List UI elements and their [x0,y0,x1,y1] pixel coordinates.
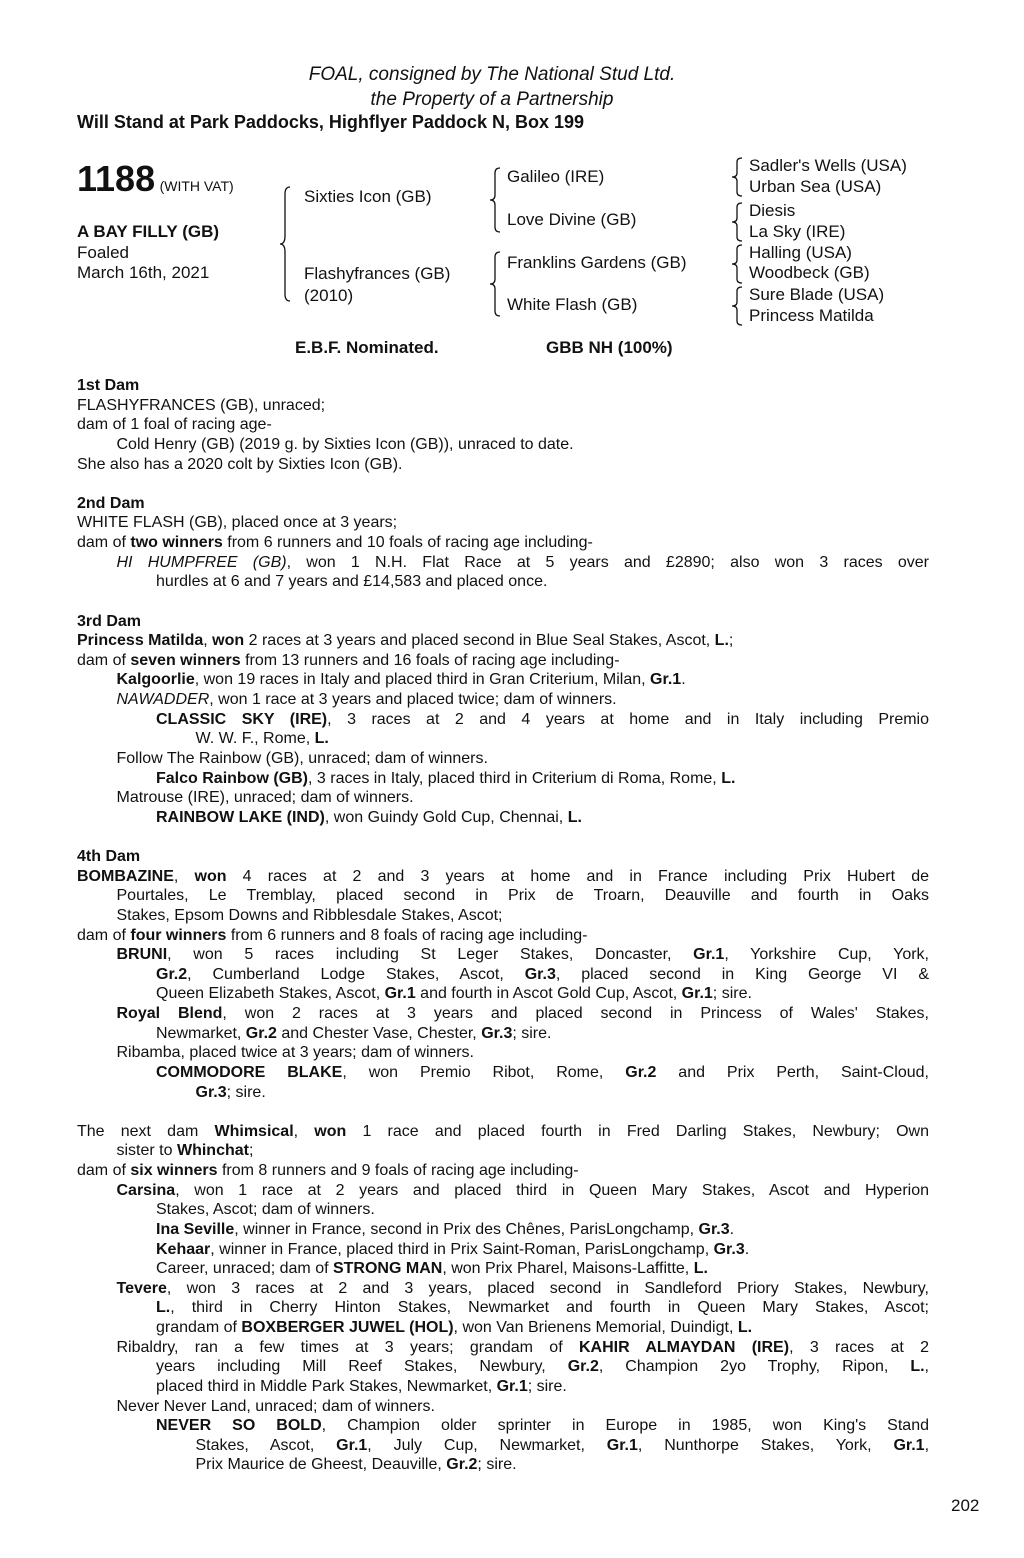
text: dam of [77,1162,131,1179]
bold-text: Gr.3 [481,1024,513,1042]
bold-text: Royal Blend [116,1005,223,1022]
text-line [196,729,930,749]
entry-paragraph [77,945,929,1004]
text: , [203,632,213,650]
text: . [681,671,686,689]
text-line [156,1240,929,1260]
text: Matrouse (IRE), unraced; dam of winners. [116,789,414,807]
great-grandparent: Urban Sea (USA) [749,177,882,196]
bold-text: BOXBERGER JUWEL (HOL) [241,1319,454,1336]
entry-paragraph [77,1043,929,1063]
text: and Prix Perth, Saint-Cloud, [656,1063,930,1081]
section-heading: 4th Dam [77,848,141,865]
entry-paragraph [77,533,929,553]
text-line [77,533,929,553]
text-line [117,945,930,965]
bold-text: L. [737,1319,753,1336]
bold-text: RAINBOW LAKE (IND) [156,808,325,826]
dam-section [77,1122,929,1475]
text: , won 1 race at 3 years and placed twice; dam of winners. [209,691,617,708]
text: FLASHYFRANCES (GB), unraced; [77,396,326,414]
text: . [744,1240,750,1258]
entry-paragraph [77,553,929,592]
text: , won Premio Ribot, Rome, [342,1063,626,1081]
text: , [924,1358,929,1376]
entry-paragraph [77,1338,929,1397]
dam-name: Flashyfrances (GB) [304,264,451,283]
text-line [156,808,929,828]
text: Stakes, Ascot; dam of winners. [156,1201,375,1219]
text-line [77,513,929,533]
text: , Cumberland Lodge Stakes, Ascot, [187,965,525,983]
entry-paragraph [77,1240,929,1260]
bold-text: Ina Seville [156,1220,235,1238]
text-line [117,906,930,926]
entry-paragraph [77,808,929,828]
great-grandparent: Princess Matilda [749,306,874,325]
bold-text: COMMODORE BLAKE [156,1063,343,1081]
brace-icon [731,244,743,284]
text: ; sire. [527,1377,567,1395]
bold-text: Tevere [116,1279,167,1297]
text: W. W. F., Rome, [195,730,315,748]
bold-text: Princess Matilda [77,632,204,650]
entry-paragraph [77,396,929,416]
text: from 6 runners and 8 foals of racing age including- [226,926,588,944]
text-line [196,1455,930,1475]
text: and fourth in Ascot Gold Cup, Ascot, [415,985,682,1003]
text: Queen Elizabeth Stakes, Ascot, [156,985,385,1003]
grandparent: Galileo (IRE) [507,167,605,186]
grandparent: Franklins Gardens (GB) [507,253,687,272]
text: , won 19 races in Italy and placed third in Gran Criterium, Milan, [194,671,651,689]
text-line [117,1141,930,1161]
entry-paragraph [77,1259,929,1279]
section-gap [77,474,929,494]
text-line [156,984,929,1004]
consignor-line: FOAL, consigned by The National Stud Ltd. [308,64,676,85]
bold-text: six winners [130,1162,218,1179]
section-gap [77,592,929,612]
bold-text: Gr.2 [245,1024,277,1042]
bold-text: won [212,632,245,650]
text: WHITE FLASH (GB), placed once at 3 years; [77,514,398,532]
text-line [156,1024,929,1044]
text: Newmarket, [156,1024,246,1042]
entry-paragraph [77,1416,929,1475]
bold-text: L. [910,1358,925,1376]
text: ; sire. [512,1024,552,1042]
text: Ribamba, placed twice at 3 years; dam of winners. [116,1044,474,1062]
text-line [77,651,929,671]
text: , won 2 races at 3 years and placed second in Princess of Wales' Stakes, [222,1005,930,1022]
text: , won Guindy Gold Cup, Chennai, [324,808,568,826]
text: ; [248,1142,254,1160]
text-line [196,1436,930,1456]
entry-paragraph [77,1122,929,1161]
text-line [117,886,930,906]
text: , won 5 races including St Leger Stakes, Doncaster, [167,946,694,964]
bold-text: Gr.2 [625,1063,657,1081]
text: dam of [77,534,131,551]
lot-number: 1188 [77,158,156,199]
text-line [117,1004,930,1024]
text: She also has a 2020 colt by Sixties Icon (GB). [77,455,403,473]
dam-section [77,847,929,1102]
bold-text: L. [714,632,729,650]
text-line [77,415,929,435]
great-grandparent: Sadler's Wells (USA) [749,156,907,175]
ebf-note: E.B.F. Nominated. [295,338,439,357]
entry-paragraph [77,415,929,435]
text-line [77,1161,929,1181]
entry-paragraph [77,1220,929,1240]
text: dam of [77,926,131,944]
text: hurdles at 6 and 7 years and £14,583 and placed once. [156,573,548,591]
bold-text: Whinchat [176,1142,249,1160]
lot-description: A BAY FILLY (GB) [77,222,220,241]
text: , Champion older sprinter in Europe in 1985, won King's Stand [321,1417,929,1435]
text-line [117,1397,930,1417]
bold-text: Gr.1 [650,671,682,689]
text-line [117,553,930,573]
entry-paragraph [77,926,929,946]
dam-section [77,494,929,592]
text-line [117,690,930,710]
text: dam of 1 foal of racing age- [77,416,272,434]
text: , won 1 N.H. Flat Race at 5 years and £2890; also won 3 races over [286,553,930,571]
great-grandparent: Diesis [749,201,796,220]
pedigree-details [77,376,929,1475]
section-heading: 2nd Dam [77,494,145,512]
text: , [293,1122,315,1140]
entry-paragraph [77,1397,929,1417]
foaled-label: Foaled [77,243,129,262]
bold-text: Kalgoorlie [116,671,195,689]
bold-text: Gr.1 [693,946,725,964]
text: , 3 races at 2 [789,1338,929,1356]
bold-text: won [194,867,227,885]
text: , 3 races in Italy, placed third in Criterium di Roma, Rome, [308,769,722,787]
bold-text: Gr.3 [524,965,556,983]
italic-text: NAWADDER [116,691,210,708]
text-line [156,1200,929,1220]
bold-text: Gr.1 [336,1436,368,1454]
text-line [117,1338,930,1358]
text: ; [728,632,734,650]
text-line [156,1220,929,1240]
bold-text: Gr.3 [195,1083,227,1101]
text-line [156,710,929,730]
text: years including Mill Reef Stakes, Newbury, [156,1358,568,1376]
bold-text: won [314,1122,347,1140]
text: , [173,867,195,885]
text: placed third in Middle Park Stakes, Newmarket, [156,1377,497,1395]
text-line [156,572,929,592]
text-line [196,1083,930,1103]
bold-text: two winners [130,534,223,551]
text: , placed second in King George VI & [555,965,929,983]
great-grandparent: La Sky (IRE) [749,222,846,241]
entry-paragraph [77,631,929,651]
bold-text: Gr.2 [156,965,188,983]
text: , won 1 race at 2 years and placed third in Queen Mary Stakes, Ascot and Hyperion [175,1181,929,1199]
text: Stakes, Epsom Downs and Ribblesdale Stakes, Ascot; [116,906,503,924]
text: , Yorkshire Cup, York, [724,946,930,964]
text: grandam of [156,1319,242,1336]
entry-paragraph [77,788,929,808]
bold-text: STRONG MAN [332,1260,443,1278]
entry-paragraph [77,769,929,789]
text-line [156,1357,929,1377]
bold-text: Gr.3 [698,1220,730,1238]
text: , winner in France, second in Prix des Chênes, ParisLongchamp, [234,1220,699,1238]
entry-paragraph [77,513,929,533]
page-number: 202 [951,1496,980,1515]
dam-section [77,376,929,474]
bold-text: Falco Rainbow (GB) [156,769,308,787]
text-line [117,1181,930,1201]
bold-text: BRUNI [116,946,168,964]
foaled-date: March 16th, 2021 [77,263,210,282]
entry-paragraph [77,455,929,475]
vat-note: (WITH VAT) [159,178,234,194]
text: from 8 runners and 9 foals of racing age including- [217,1162,579,1179]
entry-paragraph [77,690,929,710]
text: sister to [116,1142,177,1160]
bold-text: NEVER SO BOLD [156,1417,322,1435]
text: ; sire. [477,1456,517,1474]
brace-icon [489,251,501,317]
brace-icon [489,167,501,233]
bold-text: Kehaar [156,1240,211,1258]
bold-text: L. [721,769,736,787]
gbb-note: GBB NH (100%) [546,338,673,357]
text-line [156,1063,929,1083]
text-line [77,396,929,416]
dam-section [77,612,929,828]
brace-icon [731,202,743,242]
bold-text: BOMBAZINE [77,867,174,885]
bold-text: L. [693,1260,708,1278]
text: Pourtales, Le Tremblay, placed second in Prix de Troarn, Deauville and fourth in Oaks [116,887,929,905]
entry-paragraph [77,749,929,769]
text-line [156,1259,929,1279]
bold-text: Carsina [116,1181,176,1199]
text: 1 race and placed fourth in Fred Darling Stakes, Newbury; Own [346,1122,929,1140]
bold-text: seven winners [130,651,241,669]
entry-paragraph [77,1181,929,1220]
text: Cold Henry (GB) (2019 g. by Sixties Icon (GB)), unraced to date. [116,435,574,453]
text: and Chester Vase, Chester, [276,1024,482,1042]
text: ; sire. [712,985,752,1003]
text-line [156,1298,929,1318]
text-line [77,631,929,651]
bold-text: L. [567,808,582,826]
brace-icon [279,186,291,302]
bold-text: Gr.1 [384,985,416,1003]
text: Prix Maurice de Gheest, Deauville, [195,1456,447,1474]
grandparent: White Flash (GB) [507,295,638,314]
text: , Nunthorpe Stakes, York, [637,1436,894,1454]
text: , July Cup, Newmarket, [367,1436,607,1454]
text: , [924,1436,930,1454]
text: , won Prix Pharel, Maisons-Laffitte, [442,1260,694,1278]
dam-year: (2010) [304,286,354,305]
text-line [117,749,930,769]
text: Career, unraced; dam of [156,1260,333,1278]
bold-text: CLASSIC SKY (IRE) [156,710,328,728]
section-heading: 1st Dam [77,377,140,394]
text-line [117,435,930,455]
section-gap [77,827,929,847]
text: , Champion 2yo Trophy, Ripon, [598,1358,911,1376]
entry-paragraph [77,1279,929,1338]
text-line [156,965,929,985]
bold-text: KAHIR ALMAYDAN (IRE) [578,1338,790,1356]
bold-text: four winners [130,926,227,944]
text-line [156,1318,929,1338]
text: , 3 races at 2 and 4 years at home and in Italy including Premio [327,710,930,728]
text: Stakes, Ascot, [195,1436,337,1454]
entry-paragraph [77,1063,929,1102]
text: , third in Cherry Hinton Stakes, Newmarket and fourth in Queen Mary Stakes, Ascot; [170,1299,929,1317]
text-line [117,788,930,808]
bold-text: Gr.1 [681,985,713,1003]
section-gap [77,1102,929,1122]
great-grandparent: Sure Blade (USA) [749,285,885,304]
text-line [156,1377,929,1397]
text: , winner in France, placed third in Prix Saint-Roman, ParisLongchamp, [210,1240,714,1258]
text-line [117,1279,930,1299]
bold-text: Whimsical [214,1122,294,1140]
text-line [77,455,929,475]
bold-text: Gr.1 [893,1436,925,1454]
entry-paragraph [77,1161,929,1181]
text: . [729,1220,735,1238]
location-line: Will Stand at Park Paddocks, Highflyer Paddock N, Box 199 [77,112,584,132]
text: Never Never Land, unraced; dam of winners. [116,1397,435,1415]
text-line [117,670,930,690]
section-heading: 3rd Dam [77,612,142,630]
text: ; sire. [226,1083,266,1101]
text: dam of [77,651,131,669]
bold-text: L. [314,730,329,748]
entry-paragraph [77,435,929,455]
brace-icon [731,286,743,326]
great-grandparent: Halling (USA) [749,243,852,262]
text-line [77,1122,929,1142]
bold-text: Gr.1 [496,1377,528,1395]
entry-paragraph [77,670,929,690]
text-line [77,867,929,887]
text-line [156,1416,929,1436]
entry-paragraph [77,867,929,926]
text: The next dam [77,1122,215,1140]
entry-paragraph [77,1004,929,1043]
text: from 6 runners and 10 foals of racing age including- [222,534,593,551]
grandparent: Love Divine (GB) [507,210,637,229]
text: 2 races at 3 years and placed second in Blue Seal Stakes, Ascot, [244,632,715,650]
text: , won 3 races at 2 and 3 years, placed second in Sandleford Priory Stakes, Newbury, [166,1279,929,1297]
brace-icon [731,157,743,197]
entry-paragraph [77,651,929,671]
bold-text: Gr.3 [713,1240,745,1258]
lot-heading [77,158,234,200]
great-grandparent: Woodbeck (GB) [749,263,870,282]
text-line [156,769,929,789]
bold-text: Gr.2 [446,1456,478,1474]
text-line [117,1043,930,1063]
text: Ribaldry, ran a few times at 3 years; grandam of [116,1338,579,1356]
text: from 13 runners and 16 foals of racing age including- [240,651,620,669]
entry-paragraph [77,710,929,749]
text: 4 races at 2 and 3 years at home and in France including Prix Hubert de [226,867,930,885]
bold-text: L. [156,1299,171,1317]
property-line: the Property of a Partnership [370,89,614,110]
italic-text: HI HUMPFREE (GB) [116,553,287,571]
sire-name: Sixties Icon (GB) [304,187,432,206]
text-line [77,926,929,946]
bold-text: Gr.2 [567,1358,599,1376]
text: Follow The Rainbow (GB), unraced; dam of winners. [116,749,488,767]
text: , won Van Brienens Memorial, Duindigt, [453,1319,738,1336]
bold-text: Gr.1 [606,1436,638,1454]
